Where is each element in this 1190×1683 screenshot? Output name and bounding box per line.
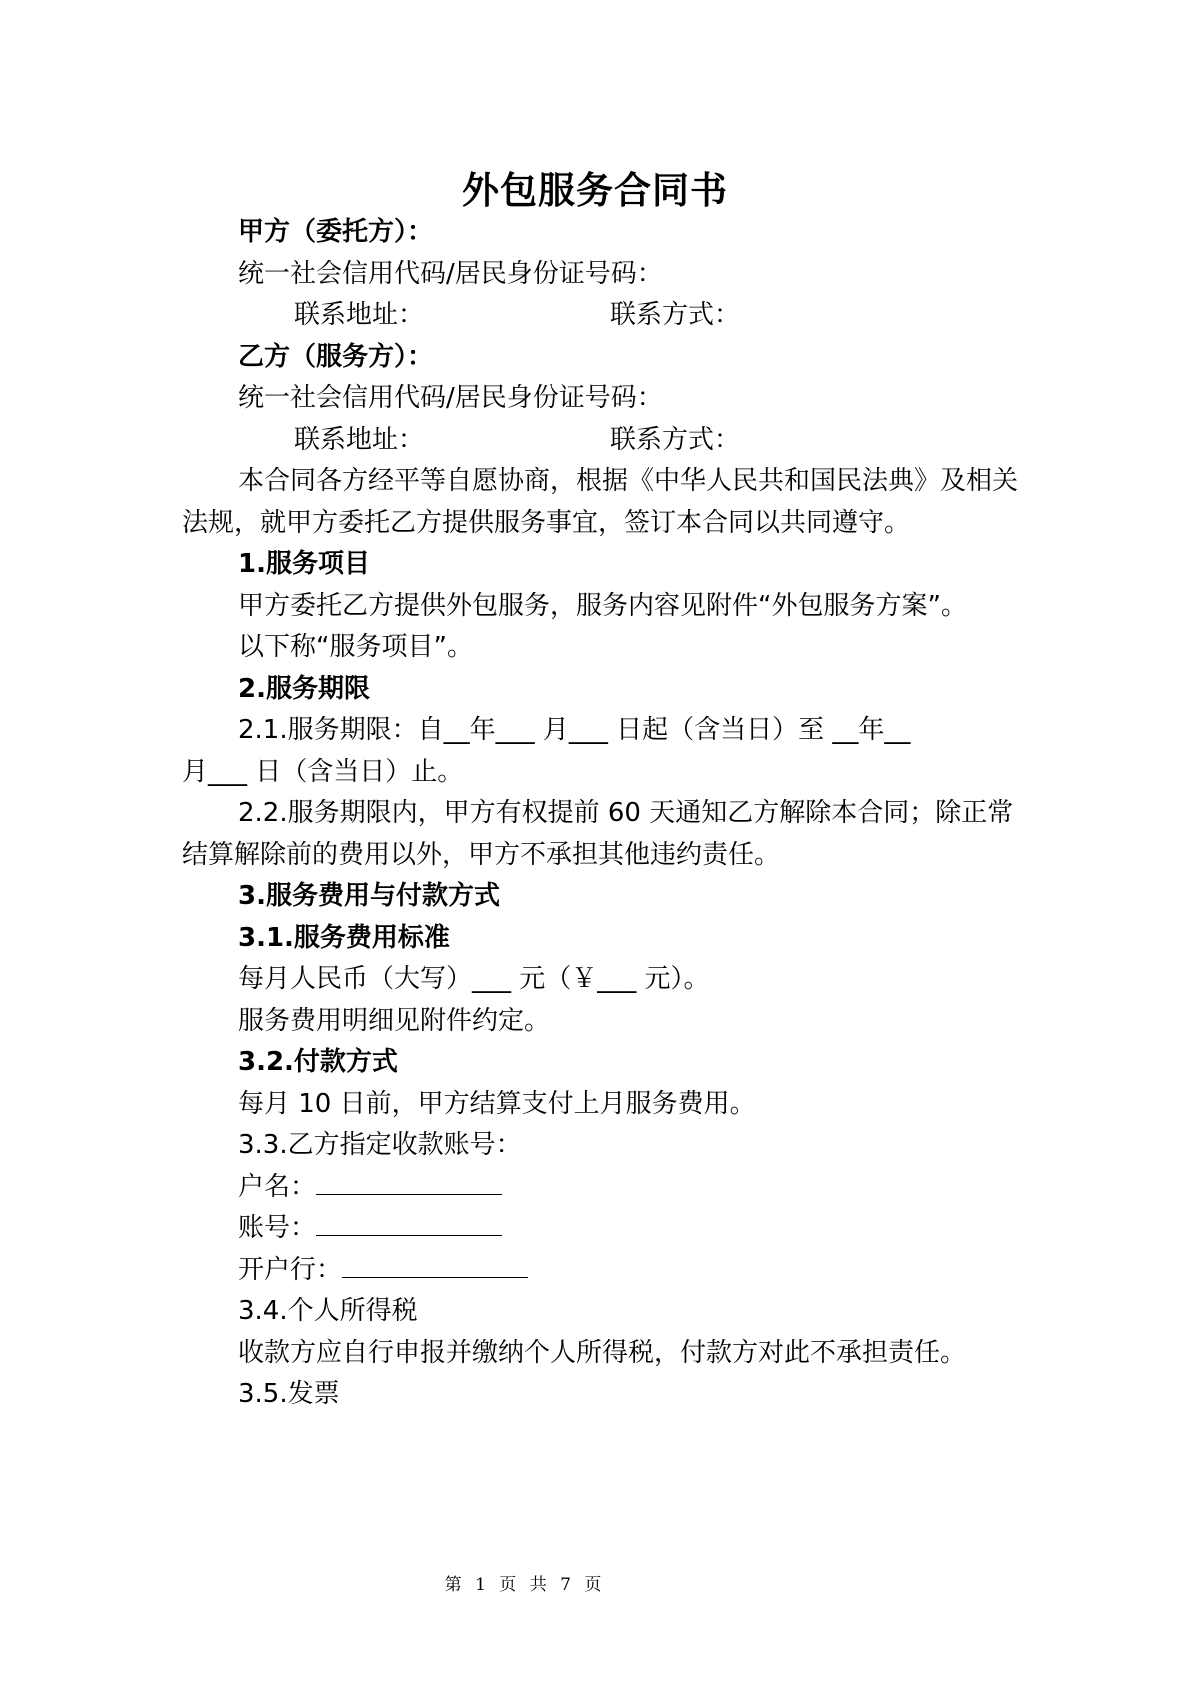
payment-line: 每月 10 日前，甲方结算支付上月服务费用。 (238, 1088, 756, 1119)
party-b-address-label: 联系地址： (294, 424, 425, 455)
contract-body (182, 212, 1022, 1416)
section-3-2-heading: 3.2.付款方式 (238, 1047, 398, 1077)
party-b-contact-label: 联系方式： (610, 424, 741, 455)
party-b-id-label: 统一社会信用代码/居民身份证号码： (238, 383, 663, 413)
page-number-footer: 第 1 页 共 7 页 (444, 1575, 606, 1595)
bank-row (182, 1250, 1022, 1292)
account-name-label: 户名： (238, 1171, 317, 1202)
party-a-address-label: 联系地址： (294, 300, 425, 330)
section-2-1-line-1: 2.1.服务期限：自__年___ 月___ 日起（含当日）至 __年__ (238, 715, 911, 745)
section-1-line-1: 甲方委托乙方提供外包服务，服务内容见附件“外包服务方案”。 (238, 590, 967, 621)
party-a-contact-row (182, 295, 1022, 337)
fee-detail: 服务费用明细见附件约定。 (238, 1005, 551, 1036)
section-2-heading: 2.服务期限 (238, 673, 370, 704)
account-number-label: 账号： (238, 1213, 317, 1243)
bank-label: 开户行： (238, 1254, 343, 1285)
page-title: 外包服务合同书 (462, 169, 728, 212)
party-a-heading: 甲方（委托方）： (238, 217, 434, 247)
account-number-row (182, 1208, 1022, 1250)
account-name-blank (316, 1168, 502, 1195)
account-number-blank (316, 1209, 502, 1236)
fee-line: 每月人民币（大写）___ 元（￥___ 元）。 (238, 964, 710, 994)
intro-paragraph: 本合同各方经平等自愿协商，根据《中华人民共和国民法典》及相关法规，就甲方委托乙方提供服务事宜，签订本合同以共同遵守。 (182, 466, 1019, 538)
party-b-contact-row (182, 420, 1022, 462)
section-3-heading: 3.服务费用与付款方式 (238, 881, 500, 911)
party-a-id-label: 统一社会信用代码/居民身份证号码： (238, 258, 663, 289)
section-3-4-heading: 3.4.个人所得税 (238, 1296, 418, 1326)
tax-paragraph: 收款方应自行申报并缴纳个人所得税，付款方对此不承担责任。 (238, 1337, 967, 1368)
section-2-2-paragraph: 2.2.服务期限内，甲方有权提前 60 天通知乙方解除本合同；除正常结算解除前的费用以外，甲方不承担其他违约责任。 (182, 798, 1014, 870)
section-3-5-heading: 3.5.发票 (238, 1379, 340, 1409)
section-3-1-heading: 3.1.服务费用标准 (238, 922, 450, 953)
party-b-heading: 乙方（服务方）： (238, 341, 434, 372)
section-2-1-line-2: 月___ 日（含当日）止。 (182, 756, 464, 787)
account-name-row (182, 1167, 1022, 1209)
section-1-line-2: 以下称“服务项目”。 (238, 632, 473, 662)
section-1-heading: 1.服务项目 (238, 549, 370, 579)
party-a-contact-label: 联系方式： (610, 300, 741, 330)
section-3-3-heading: 3.3.乙方指定收款账号： (238, 1130, 522, 1160)
bank-blank (342, 1251, 528, 1278)
